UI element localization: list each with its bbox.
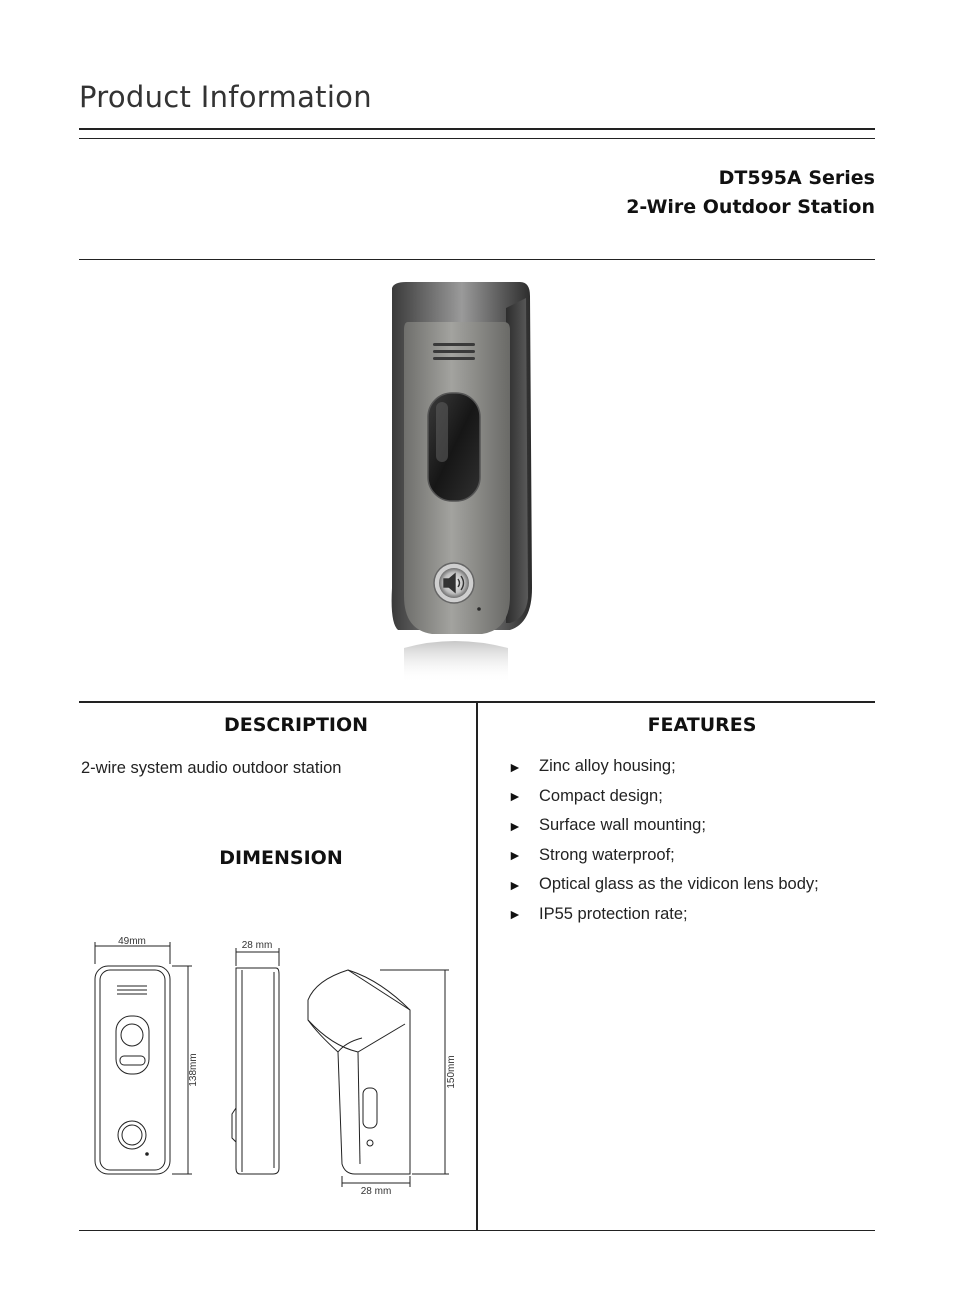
width-label: 49mm — [118, 936, 146, 947]
product-image — [370, 278, 550, 683]
feature-text: Surface wall mounting; — [539, 816, 706, 835]
feature-text: Compact design; — [539, 786, 663, 805]
description-text: 2-wire system audio outdoor station — [81, 759, 342, 777]
feature-item — [508, 782, 819, 812]
content-bottom-rule — [79, 1230, 875, 1231]
total-height-label: 150mm — [446, 1055, 457, 1089]
bullet-arrow-icon: ► — [508, 758, 522, 775]
bottom-depth-label: 28 mm — [360, 1186, 392, 1197]
feature-item — [508, 900, 819, 930]
features-list — [508, 752, 819, 929]
bullet-arrow-icon: ► — [508, 906, 522, 923]
title-rule-thin — [79, 138, 875, 139]
feature-item — [508, 841, 819, 871]
title-rule-thick — [79, 128, 875, 130]
depth-label: 28 mm — [241, 940, 273, 951]
description-heading: DESCRIPTION — [223, 714, 369, 736]
page-title: Product Information — [79, 80, 372, 114]
feature-item — [508, 870, 819, 900]
height-label: 138mm — [188, 1053, 199, 1087]
bullet-arrow-icon: ► — [508, 817, 522, 834]
column-divider — [476, 701, 478, 1231]
feature-text: IP55 protection rate; — [539, 904, 688, 923]
dimension-heading: DIMENSION — [219, 847, 343, 869]
dimension-diagram — [80, 928, 470, 1203]
feature-item — [508, 811, 819, 841]
feature-text: Zinc alloy housing; — [539, 757, 676, 776]
feature-text: Optical glass as the vidicon lens body; — [539, 875, 819, 894]
features-heading: FEATURES — [647, 714, 757, 736]
bullet-arrow-icon: ► — [508, 788, 522, 805]
header-divider — [79, 259, 875, 260]
product-name: 2-Wire Outdoor Station — [626, 196, 875, 218]
bullet-arrow-icon: ► — [508, 847, 522, 864]
feature-text: Strong waterproof; — [539, 845, 675, 864]
bullet-arrow-icon: ► — [508, 876, 522, 893]
feature-item — [508, 752, 819, 782]
product-series: DT595A Series — [718, 167, 875, 189]
